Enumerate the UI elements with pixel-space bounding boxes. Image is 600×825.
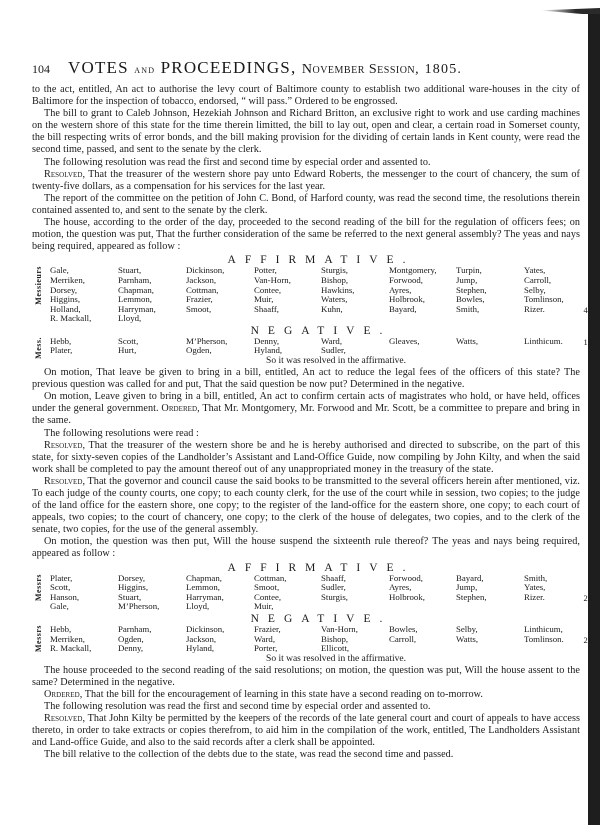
name-column	[186, 625, 254, 654]
affirmative-names-grid	[50, 574, 580, 612]
member-name: Potter,	[254, 265, 277, 276]
name-column	[524, 625, 582, 654]
member-name: Higgins,	[50, 294, 81, 305]
member-name: Muir,	[254, 601, 274, 612]
member-name: Ayres,	[389, 284, 412, 295]
member-name: Scott,	[118, 335, 139, 346]
member-name: Lemmon,	[118, 294, 152, 305]
paragraph-text: The bill relative to the collection of the debts due to the state, was read the second time and passed.	[44, 749, 454, 761]
member-name: Van-Horn,	[321, 623, 358, 634]
name-column	[186, 574, 254, 612]
name-column	[389, 625, 456, 654]
paragraph	[32, 108, 580, 156]
paragraph	[32, 689, 580, 701]
member-name: Cottman,	[186, 284, 219, 295]
paragraph-text: The following resolution was read the first and second time by especial order and assented to.	[44, 701, 431, 712]
paragraph	[32, 701, 580, 713]
member-name: Rizer.	[524, 303, 545, 314]
member-name: Harryman,	[186, 591, 224, 602]
name-column	[186, 266, 254, 324]
member-name: Shaaff,	[321, 572, 346, 583]
member-name: Lloyd,	[118, 313, 142, 324]
member-name: Ward,	[254, 633, 276, 644]
page-number: 104	[32, 62, 50, 76]
member-name: Plater,	[50, 572, 73, 583]
member-name: Montgomery,	[389, 265, 437, 276]
member-name: Plater,	[50, 345, 73, 356]
negative-names-block	[34, 623, 592, 654]
affirmative-heading: AFFIRMATIVE.	[227, 254, 415, 267]
paragraphs-top	[32, 84, 580, 253]
member-name: Stuart,	[118, 591, 142, 602]
member-name: Hebb,	[50, 335, 72, 346]
paragraph	[32, 169, 580, 193]
member-name: Lemmon,	[186, 582, 220, 593]
paragraph	[32, 217, 580, 253]
paragraph-text: The house proceeded to the second reading of the said resolutions; on motion, the question was put, Will the house assent to the same? Determined in the negative.	[32, 664, 580, 688]
name-column	[321, 266, 389, 324]
member-name: Sturgis,	[321, 591, 348, 602]
name-column	[118, 337, 186, 356]
paragraphs-bottom	[32, 665, 580, 762]
member-name: Sudler,	[321, 582, 346, 593]
paragraph	[32, 713, 580, 749]
affirmative-names-block	[34, 265, 592, 324]
vote-record-2	[32, 561, 592, 665]
member-name: Van-Horn,	[254, 274, 291, 285]
member-name: Hurt,	[118, 345, 137, 356]
member-name: Waters,	[321, 294, 348, 305]
negative-names-grid	[50, 337, 580, 356]
negative-names-grid	[50, 625, 580, 654]
messieurs-label: Messrs	[34, 624, 43, 652]
name-column	[389, 266, 456, 324]
member-name: Contee,	[254, 284, 282, 295]
negative-tally: 21	[583, 634, 592, 645]
member-name: Jackson,	[186, 633, 217, 644]
paragraph-text: That the treasurer of the western shore be and he is hereby authorised and directed to subscribe, on the part of this state, for sixty-seven copies of the Landholder’s Assistant and Land-Office Guide, now compiling by John Kilty, and when the said work shall be completed to pay the amount thereof out of any unappropriated money in the treasury of the state.	[32, 439, 580, 475]
member-name: Scott,	[50, 582, 71, 593]
member-name: Smith,	[456, 303, 480, 314]
affirmative-tally: 28	[583, 592, 592, 603]
name-column	[118, 625, 186, 654]
member-name: Gleaves,	[389, 335, 420, 346]
paragraph	[32, 84, 580, 108]
name-column	[50, 625, 118, 654]
member-name: Denny,	[118, 643, 144, 654]
member-name: Linthicum,	[524, 623, 563, 634]
vote-result: So it was resolved in the affirmative.	[266, 653, 406, 664]
paragraph	[32, 193, 580, 217]
paragraph-text: That the bill for the encouragement of learning in this state have a second reading on to-morrow.	[82, 688, 483, 700]
paragraph	[32, 476, 580, 536]
paragraph-text: On motion, That leave be given to bring in a bill, entitled, An act to reduce the legal fees of the officers of this state? The previous question was called for and put, That the said question be now put? Determined in the negative.	[32, 367, 580, 391]
affirmative-heading: AFFIRMATIVE.	[227, 561, 415, 574]
paragraph-text: On motion, Leave given to bring in a bill, entitled, An act to confirm certain acts of magistrates who hold, or have held, offices under the general government.	[32, 391, 580, 415]
member-name: Tomlinson.	[524, 633, 564, 644]
member-name: Muir,	[254, 294, 274, 305]
member-name: Chapman,	[186, 572, 222, 583]
paragraph-text: That John Kilty be permitted by the keepers of the records of the late general court and court of appeals to have access thereto, in order to take extracts or copies therefrom, to aid him in the compilation of the work, entitled, The Landholders Assistant and Land-office Guide, and also to the said records after a clerk shall be appointed.	[32, 713, 580, 749]
member-name: Sturgis,	[321, 265, 348, 276]
member-name: Higgins,	[118, 582, 149, 593]
negative-heading: NEGATIVE.	[250, 324, 392, 337]
member-name: Gale,	[50, 265, 69, 276]
member-name: Bayard,	[456, 572, 484, 583]
name-column	[254, 625, 321, 654]
paragraph-text: The house, according to the order of the day, proceeded to the second reading of the bill for the regulation of officers fees; on motion, the question was put, That the further consideration of the same be referred to the next general assembly? The yeas and nays being required, appeared as follow :	[32, 217, 580, 253]
name-column	[321, 337, 389, 356]
member-name: R. Mackall,	[50, 643, 92, 654]
member-name: Dorsey,	[50, 284, 78, 295]
member-name: Linthicum.	[524, 335, 563, 346]
member-name: Chapman,	[118, 284, 154, 295]
book-spine-edge	[588, 14, 600, 825]
name-column	[50, 266, 118, 324]
messieurs-label: Messrs	[34, 573, 43, 601]
paragraph	[32, 367, 580, 391]
messieurs-label: Messieurs	[34, 266, 43, 306]
name-column	[118, 574, 186, 612]
title-votes: VOTES	[68, 58, 129, 77]
running-title	[68, 58, 580, 78]
member-name: Smoot,	[254, 582, 280, 593]
member-name: Watts,	[456, 335, 479, 346]
member-name: Holland,	[50, 303, 81, 314]
member-name: Watts,	[456, 633, 479, 644]
title-session: November Session,	[301, 62, 420, 77]
affirmative-names-block	[34, 572, 592, 612]
name-column	[389, 574, 456, 612]
member-name: Jackson,	[186, 274, 217, 285]
member-name: Turpin,	[456, 265, 482, 276]
member-name: Smith,	[524, 572, 548, 583]
title-year: 1805.	[424, 62, 463, 77]
name-column	[254, 337, 321, 356]
paragraph-lead: Resolved,	[44, 475, 86, 487]
paragraph-lead: Resolved,	[44, 713, 86, 725]
member-name: Stephen,	[456, 591, 487, 602]
name-column	[389, 337, 456, 356]
name-column	[456, 337, 524, 356]
member-name: Ward,	[321, 335, 343, 346]
member-name: Yates,	[524, 265, 546, 276]
member-name: Hyland,	[186, 643, 215, 654]
member-name: Rizer.	[524, 591, 545, 602]
member-name: Dorsey,	[118, 572, 146, 583]
affirmative-tally: 42	[583, 304, 592, 315]
negative-tally: 13	[583, 336, 592, 347]
paragraph-text: to the act, entitled, An act to authorise the levy court of Baltimore county to establish two additional ware-houses in the city of Baltimore for the inspection of tobacco, endorsed, “ will pass.” Ordered to be engrossed.	[32, 84, 580, 108]
member-name: Dickinson,	[186, 265, 225, 276]
vote-record-1	[32, 254, 592, 367]
member-name: Merriken,	[50, 274, 85, 285]
member-name: Bowles,	[456, 294, 485, 305]
member-name: Kuhn,	[321, 303, 343, 314]
member-name: Carroll,	[524, 274, 552, 285]
member-name: Lloyd,	[186, 601, 210, 612]
member-name: Holbrook,	[389, 591, 425, 602]
paragraph	[32, 391, 580, 427]
member-name: Selby,	[524, 284, 546, 295]
paragraph-text: The report of the committee on the petition of John C. Bond, of Harford county, was read the second time, the resolutions therein contained assented to, and sent to the senate by the clerk.	[32, 192, 580, 216]
negative-heading: NEGATIVE.	[250, 612, 392, 625]
vote-result: So it was resolved in the affirmative.	[266, 356, 406, 367]
name-column	[321, 574, 389, 612]
member-name: Jump,	[456, 274, 478, 285]
member-name: Bishop,	[321, 633, 349, 644]
member-name: Jump,	[456, 582, 478, 593]
name-column	[456, 574, 524, 612]
member-name: Porter,	[254, 643, 278, 654]
member-name: Parnham,	[118, 623, 152, 634]
member-name: Harryman,	[118, 303, 156, 314]
name-column	[524, 574, 582, 612]
member-name: Stephen,	[456, 284, 487, 295]
member-name: Bayard,	[389, 303, 417, 314]
paragraph-lead: Resolved,	[44, 168, 86, 180]
member-name: Cottman,	[254, 572, 287, 583]
name-column	[321, 625, 389, 654]
paragraph-lead: Resolved,	[44, 439, 86, 451]
paragraph	[32, 749, 580, 761]
name-column	[50, 337, 118, 356]
member-name: Hawkins,	[321, 284, 355, 295]
title-proceedings: PROCEEDINGS,	[160, 58, 297, 77]
member-name: Hebb,	[50, 623, 72, 634]
name-column	[186, 337, 254, 356]
affirmative-names-grid	[50, 266, 580, 324]
paragraph	[32, 536, 580, 560]
member-name: Ogden,	[118, 633, 144, 644]
member-name: Tomlinson,	[524, 294, 564, 305]
paragraph-text: The following resolutions were read :	[44, 427, 199, 439]
member-name: Selby,	[456, 623, 478, 634]
member-name: Dickinson,	[186, 623, 225, 634]
member-name: M’Pherson,	[118, 601, 160, 612]
paragraphs-middle	[32, 367, 580, 561]
member-name: Ayres,	[389, 582, 412, 593]
name-column	[254, 574, 321, 612]
member-name: R. Mackall,	[50, 313, 92, 324]
name-column	[524, 266, 582, 324]
document-page	[32, 58, 592, 761]
member-name: Denny,	[254, 335, 280, 346]
paragraph-text: The following resolution was read the first and second time by especial order and assented to.	[44, 156, 431, 168]
member-name: Shaaff,	[254, 303, 279, 314]
member-name: Frazier,	[254, 623, 281, 634]
paragraph	[32, 665, 580, 689]
member-name: Gale,	[50, 601, 69, 612]
member-name: Forwood,	[389, 274, 423, 285]
member-name: Smoot,	[186, 303, 212, 314]
member-name: Holbrook,	[389, 294, 425, 305]
paragraph	[32, 428, 580, 440]
member-name: Forwood,	[389, 572, 423, 583]
name-column	[50, 574, 118, 612]
name-column	[524, 337, 582, 356]
negative-names-block	[34, 335, 592, 359]
name-column	[456, 266, 524, 324]
paragraph-text: That the governor and council cause the said books to be transmitted to the several officers herein after mentioned, viz. To each judge of the county courts, one copy; to each county clerk, for the use of the court while in session, two copies; to the judge of the land office for the eastern shore, one copy; to the register of the land-office for the eastern shore, one copy; to each court of appeals, two copies; to the court of chancery, one copy; to the clerk of the house of delegates, two copies, and to the clerk of the senate, two copies, for the use of the general assembly.	[32, 475, 580, 536]
member-name: Sudler,	[321, 345, 346, 356]
paragraph-text: On motion, the question was then put, Will the house suspend the sixteenth rule thereof? The yeas and nays being required, appeared as follow :	[32, 536, 580, 560]
paragraph	[32, 157, 580, 169]
page-header	[32, 58, 580, 80]
member-name: Stuart,	[118, 265, 142, 276]
name-column	[456, 625, 524, 654]
paragraph-lead: Ordered,	[44, 688, 83, 700]
member-name: Bishop,	[321, 274, 349, 285]
paragraph-lead: Ordered,	[161, 403, 200, 415]
member-name: Carroll,	[389, 633, 417, 644]
member-name: Bowles,	[389, 623, 418, 634]
member-name: Yates,	[524, 582, 546, 593]
member-name: Ellicott,	[321, 643, 350, 654]
member-name: Hanson,	[50, 591, 80, 602]
name-column	[254, 266, 321, 324]
name-column	[118, 266, 186, 324]
messieurs-label: Mess.	[34, 336, 43, 359]
title-and: and	[134, 62, 156, 76]
member-name: Ogden,	[186, 345, 212, 356]
member-name: Merriken,	[50, 633, 85, 644]
member-name: Hyland,	[254, 345, 283, 356]
member-name: Parnham,	[118, 274, 152, 285]
paragraph-text: The bill to grant to Caleb Johnson, Hezekiah Johnson and Richard Britton, an exclusive right to work and use carding machines on the western shore of this state for the time therein limitted, the bill to lay out, open and clear, a certain road in Somerset county, the bill respecting writs of error bonds, and the bill making provision for the dividing of certain lands in Kent county, were read the second time, passed, and sent to the senate by the clerk.	[32, 108, 580, 156]
paragraph-text: That Mr. Montgomery, Mr. Forwood and Mr. Scott, be a committee to prepare and bring in the same.	[32, 403, 580, 427]
paragraph-text: That the treasurer of the western shore pay unto Edward Roberts, the messenger to the court of chancery, the sum of twenty-five dollars, as a compensation for his services for the last year.	[32, 168, 580, 192]
paragraph	[32, 440, 580, 476]
member-name: M’Pherson,	[186, 335, 228, 346]
member-name: Contee,	[254, 591, 282, 602]
member-name: Frazier,	[186, 294, 213, 305]
